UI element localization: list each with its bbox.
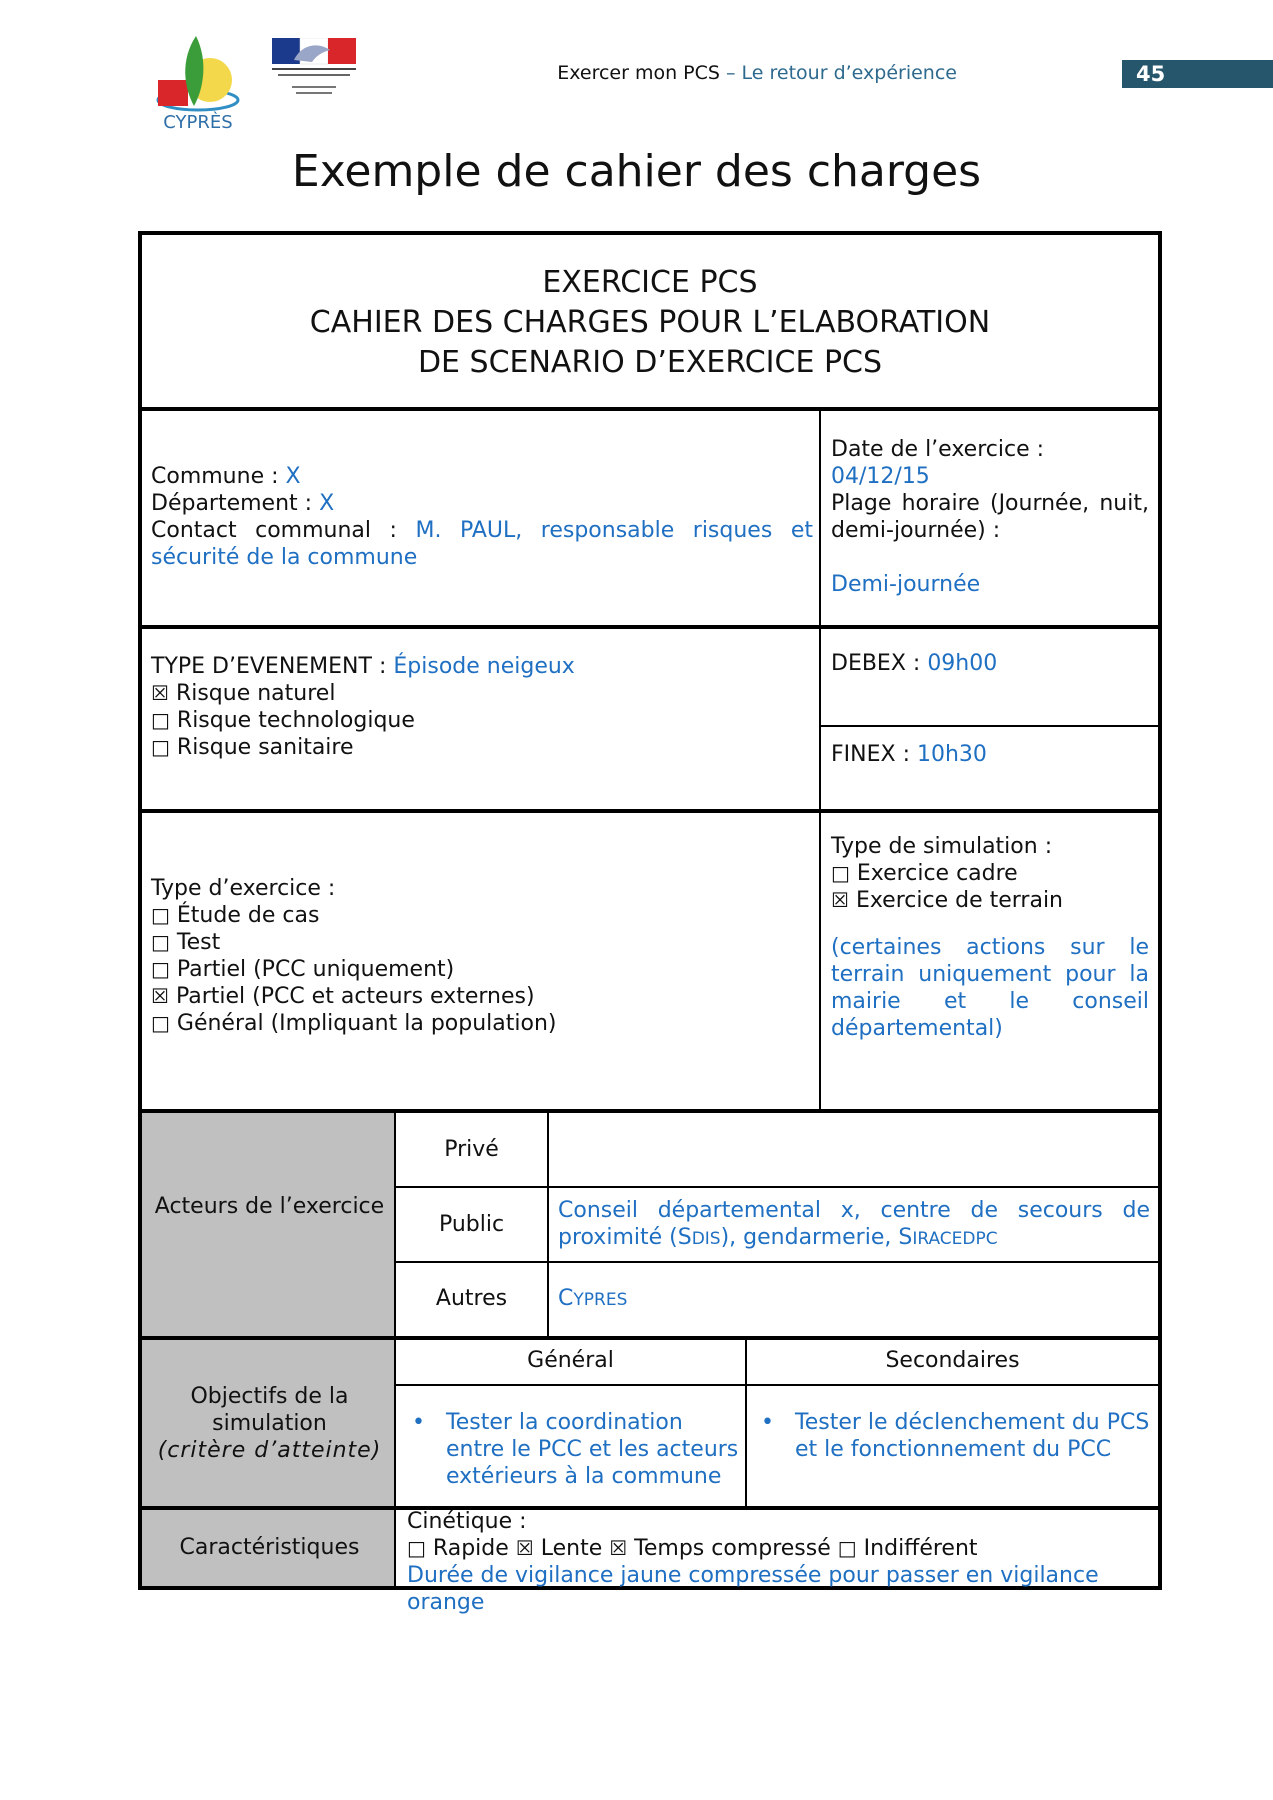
- actor-value: [558, 1197, 1150, 1253]
- checkbox-checked-icon: ☒: [151, 984, 169, 1008]
- divider: [547, 1111, 549, 1338]
- cypres-logo: [150, 30, 246, 130]
- objectives-subtitle: (critère d’atteinte): [157, 1438, 382, 1463]
- date-block: [831, 436, 1149, 598]
- exercise-option: [151, 1010, 813, 1037]
- running-header-title: Exercer mon PCS: [557, 62, 720, 84]
- checkbox-empty-icon: □: [837, 1536, 857, 1560]
- form-title-line-1: EXERCICE PCS: [542, 265, 758, 300]
- cypres-logo-text: CYPRÈS: [163, 112, 233, 130]
- secondary-objective-text: Tester le déclenchement du PCS et le fonctionnement du PCC: [795, 1410, 1150, 1462]
- exercise-option: [151, 902, 813, 929]
- checkbox-checked-icon: ☒: [609, 1536, 628, 1560]
- finex-line: [831, 741, 1149, 768]
- checkbox-empty-icon: □: [151, 930, 170, 954]
- actor-type-label: Privé: [444, 1137, 499, 1162]
- event-value: Épisode neigeux: [393, 654, 575, 679]
- divider: [395, 1261, 1158, 1263]
- event-label: TYPE D’EVENEMENT :: [151, 654, 387, 679]
- exercise-option: [151, 956, 813, 983]
- exercise-option-label: Partiel (PCC et acteurs externes): [175, 984, 535, 1009]
- actor-value-text: C: [558, 1286, 574, 1311]
- secondary-header: Secondaires: [885, 1348, 1020, 1373]
- risk-option-label: Risque naturel: [175, 681, 336, 706]
- simulation-option: [831, 860, 1149, 887]
- checkbox-empty-icon: □: [151, 957, 170, 981]
- contact-label: Contact communal :: [151, 518, 397, 543]
- commune-line: [151, 463, 813, 490]
- departement-label: Département :: [151, 491, 313, 516]
- divider: [142, 625, 1158, 629]
- finex-value: 10h30: [916, 742, 987, 767]
- characteristics-block: [407, 1508, 1152, 1616]
- commune-value: X: [285, 464, 301, 489]
- running-header: [557, 62, 957, 84]
- cinetique-options: [407, 1535, 1152, 1562]
- risk-option-label: Risque sanitaire: [176, 735, 354, 760]
- exercise-option: [151, 929, 813, 956]
- contact-value: M. PAUL, responsable risques et sécurité de la commune: [151, 518, 813, 570]
- secondary-objective-item: [757, 1409, 1152, 1463]
- divider: [395, 1186, 1158, 1188]
- cinetique-label: Cinétique :: [407, 1509, 527, 1534]
- characteristics-label: Caractéristiques: [179, 1535, 360, 1560]
- plage-label: Plage horaire (Journée, nuit, demi-journée) :: [831, 491, 1149, 543]
- checkbox-empty-icon: □: [831, 861, 850, 885]
- characteristics-note: Durée de vigilance jaune compressée pour passer en vigilance orange: [407, 1563, 1099, 1615]
- plage-value: Demi-journée: [831, 572, 981, 597]
- debex-value: 09h00: [927, 651, 998, 676]
- divider: [142, 1336, 1158, 1340]
- risk-option: [151, 734, 813, 761]
- objectives-title: Objectifs de la simulation: [190, 1384, 349, 1436]
- event-block: [151, 653, 813, 761]
- commune-label: Commune :: [151, 464, 279, 489]
- divider: [142, 1109, 1158, 1113]
- checkbox-empty-icon: □: [151, 1011, 170, 1035]
- general-header: Général: [527, 1348, 614, 1373]
- simulation-type-label: Type de simulation :: [831, 834, 1053, 859]
- checkbox-checked-icon: ☒: [831, 888, 849, 912]
- actors-label-bg: [142, 1111, 395, 1338]
- actor-value-text: Conseil départemental x, centre de secours de proximité (S: [558, 1198, 1150, 1250]
- debex-label: DEBEX :: [831, 651, 921, 676]
- exercise-option: [151, 983, 813, 1010]
- republique-francaise-logo: [272, 38, 356, 108]
- running-header-subtitle: Le retour d’expérience: [741, 62, 957, 84]
- actor-type-label: Autres: [435, 1286, 508, 1311]
- risk-option: [151, 707, 813, 734]
- divider: [142, 809, 1158, 813]
- contact-line: [151, 517, 813, 571]
- checkbox-empty-icon: □: [151, 735, 170, 759]
- cinetique-option-label: Lente: [540, 1536, 603, 1561]
- finex-label: FINEX :: [831, 742, 910, 767]
- cinetique-option-label: Rapide: [432, 1536, 509, 1561]
- checkbox-checked-icon: ☒: [515, 1536, 534, 1560]
- exercise-option-label: Général (Impliquant la population): [176, 1011, 557, 1036]
- exercise-option-label: Étude de cas: [176, 903, 320, 928]
- divider: [820, 725, 1158, 727]
- form-title-line-3: DE SCENARIO D’EXERCICE PCS: [417, 345, 883, 380]
- risk-option-label: Risque technologique: [176, 708, 415, 733]
- general-objective-item: [408, 1409, 740, 1490]
- actor-value-smallcaps: IRACEDPC: [912, 1229, 998, 1249]
- commune-block: [151, 463, 813, 571]
- form-title-line-2: CAHIER DES CHARGES POUR L’ELABORATION: [309, 305, 991, 340]
- actor-value: [558, 1285, 1150, 1314]
- simulation-option: [831, 887, 1149, 914]
- checkbox-checked-icon: ☒: [151, 681, 169, 705]
- running-header-separator: –: [726, 62, 736, 84]
- actor-type-label: Public: [438, 1212, 505, 1237]
- checkbox-empty-icon: □: [151, 708, 170, 732]
- bullet-icon: •: [761, 1410, 774, 1435]
- actors-label: Acteurs de l’exercice: [154, 1194, 385, 1219]
- form-title: [142, 263, 1158, 383]
- objectives-label: [148, 1383, 391, 1464]
- departement-line: [151, 490, 813, 517]
- simulation-option-label: Exercice cadre: [856, 861, 1018, 886]
- divider: [142, 407, 1158, 411]
- simulation-option-label: Exercice de terrain: [855, 888, 1064, 913]
- cinetique-option-label: Indifférent: [863, 1536, 978, 1561]
- date-label: Date de l’exercice :: [831, 437, 1045, 462]
- risk-option: [151, 680, 813, 707]
- page-number: 45: [1122, 60, 1273, 88]
- departement-value: X: [319, 491, 335, 516]
- exercise-option-label: Partiel (PCC uniquement): [176, 957, 455, 982]
- divider: [819, 409, 821, 1111]
- actor-value-smallcaps: DIS: [691, 1229, 721, 1249]
- exercise-type-block: [151, 875, 813, 1037]
- simulation-note: (certaines actions sur le terrain uniquement pour la mairie et le conseil départemental): [831, 935, 1149, 1041]
- actor-value-smallcaps: YPRES: [573, 1290, 628, 1310]
- general-objective-text: Tester la coordination entre le PCC et les acteurs extérieurs à la commune: [446, 1410, 739, 1489]
- simulation-type-block: [831, 833, 1149, 1042]
- checkbox-empty-icon: □: [407, 1536, 426, 1560]
- exercise-option-label: Test: [176, 930, 221, 955]
- bullet-icon: •: [412, 1410, 425, 1435]
- actor-value-text: ), gendarmerie, S: [720, 1225, 913, 1250]
- specification-form: [138, 231, 1162, 1615]
- checkbox-empty-icon: □: [151, 903, 170, 927]
- page-title: Exemple de cahier des charges: [291, 146, 982, 197]
- event-line: [151, 653, 813, 680]
- date-value: 04/12/15: [831, 464, 930, 489]
- exercise-type-label: Type d’exercice :: [151, 876, 336, 901]
- divider: [395, 1384, 1158, 1386]
- cinetique-option-label: Temps compressé: [634, 1536, 831, 1561]
- debex-line: [831, 650, 1149, 677]
